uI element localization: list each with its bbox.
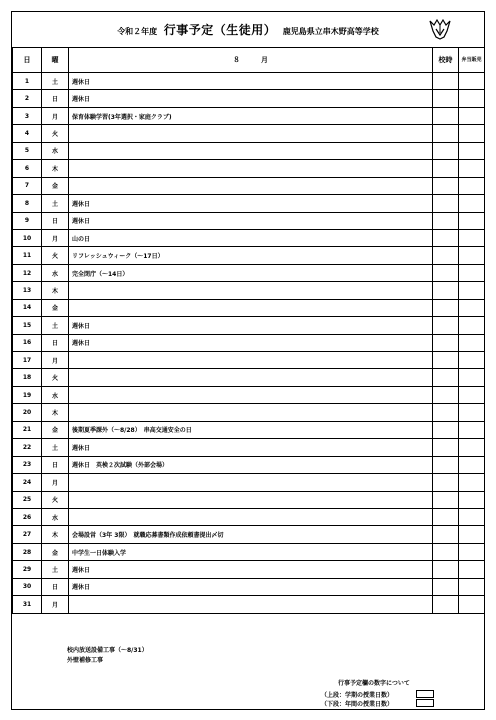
table-row [13,561,485,578]
col-period-header: 校時 [433,48,459,73]
weekday-cell: 水 [42,508,69,525]
table-row [13,421,485,438]
lunch-cell [459,264,485,281]
period-cell [433,125,459,142]
lunch-cell [459,212,485,229]
table-row [13,404,485,421]
period-cell [433,526,459,543]
weekday-cell: 日 [42,578,69,595]
day-cell: 30 [13,578,42,595]
period-cell [433,107,459,124]
weekday-cell: 火 [42,125,69,142]
lunch-cell [459,160,485,177]
day-cell: 28 [13,543,42,560]
period-cell [433,369,459,386]
lunch-cell [459,474,485,491]
lunch-cell [459,282,485,299]
weekday-cell: 土 [42,195,69,212]
lunch-cell [459,177,485,194]
table-row [13,334,485,351]
day-cell: 19 [13,386,42,403]
day-cell: 12 [13,264,42,281]
day-cell: 2 [13,90,42,107]
period-cell [433,229,459,246]
event-cell [69,508,433,525]
table-row [13,212,485,229]
table-row [13,491,485,508]
event-cell [69,352,433,369]
table-row [13,596,485,613]
table-row [13,369,485,386]
table-row [13,73,485,90]
event-cell: 中学生一日体験入学 [69,543,433,560]
event-cell [69,142,433,159]
weekday-cell: 日 [42,90,69,107]
lunch-cell [459,247,485,264]
table-row [13,195,485,212]
event-cell: 週休日 [69,578,433,595]
period-cell [433,596,459,613]
event-cell [69,125,433,142]
lunch-cell [459,125,485,142]
weekday-cell: 土 [42,439,69,456]
table-header-row [13,48,485,73]
day-cell: 27 [13,526,42,543]
table-row [13,90,485,107]
table-row [13,160,485,177]
lunch-cell [459,596,485,613]
table-row [13,526,485,543]
table-row [13,578,485,595]
legend-upper-box [416,690,434,698]
event-cell: 週休日 [69,561,433,578]
lunch-cell [459,508,485,525]
lunch-cell [459,578,485,595]
lunch-cell [459,543,485,560]
col-month-header: ８ 月 [69,48,433,73]
weekday-cell: 木 [42,160,69,177]
period-cell [433,508,459,525]
lunch-cell [459,73,485,90]
school-name: 鹿児島県立串木野高等学校 [282,27,379,36]
legend-lower-box [416,699,434,707]
weekday-cell: 木 [42,282,69,299]
lunch-cell [459,90,485,107]
event-cell: 週休日 [69,195,433,212]
table-row [13,543,485,560]
event-cell [69,404,433,421]
period-cell [433,543,459,560]
weekday-cell: 金 [42,543,69,560]
period-cell [433,73,459,90]
event-cell: 週休日 [69,334,433,351]
period-cell [433,282,459,299]
event-cell [69,299,433,316]
event-cell: 週休日 [69,212,433,229]
lunch-cell [459,491,485,508]
event-cell: リフレッシュウィーク（～17日） [69,247,433,264]
col-lunch-header: 弁当販売 [459,48,485,73]
day-cell: 15 [13,317,42,334]
weekday-cell: 月 [42,229,69,246]
day-cell: 1 [13,73,42,90]
period-cell [433,142,459,159]
weekday-cell: 土 [42,317,69,334]
lunch-cell [459,195,485,212]
event-cell: 週休日 英検２次試験（外部会場） [69,456,433,473]
table-row [13,474,485,491]
period-cell [433,90,459,107]
weekday-cell: 水 [42,142,69,159]
period-cell [433,299,459,316]
event-cell: 山の日 [69,229,433,246]
day-cell: 13 [13,282,42,299]
event-cell: 週休日 [69,73,433,90]
weekday-cell: 日 [42,456,69,473]
weekday-cell: 土 [42,561,69,578]
day-cell: 5 [13,142,42,159]
lunch-cell [459,299,485,316]
event-cell [69,491,433,508]
day-cell: 4 [13,125,42,142]
day-cell: 11 [13,247,42,264]
day-cell: 25 [13,491,42,508]
legend-upper: （上段：学期の授業日数） [321,692,394,699]
lunch-cell [459,421,485,438]
day-cell: 20 [13,404,42,421]
event-cell [69,160,433,177]
weekday-cell: 月 [42,596,69,613]
lunch-cell [459,526,485,543]
event-cell [69,369,433,386]
period-cell [433,491,459,508]
table-row [13,264,485,281]
table-row [13,386,485,403]
day-cell: 8 [13,195,42,212]
day-cell: 6 [13,160,42,177]
period-cell [433,264,459,281]
period-cell [433,212,459,229]
period-cell [433,456,459,473]
weekday-cell: 火 [42,369,69,386]
footer-notes [67,646,148,666]
lunch-cell [459,317,485,334]
period-cell [433,352,459,369]
event-cell [69,474,433,491]
table-row [13,317,485,334]
period-cell [433,160,459,177]
event-cell: 後期夏季課外（～8/28） 串高交通安全の日 [69,421,433,438]
event-cell: 保育体験学習(3年選択・家庭クラブ) [69,107,433,124]
period-cell [433,439,459,456]
weekday-cell: 金 [42,177,69,194]
day-cell: 23 [13,456,42,473]
col-day-header: 日 [13,48,42,73]
weekday-cell: 水 [42,386,69,403]
day-cell: 16 [13,334,42,351]
footer-area [12,616,484,710]
day-cell: 3 [13,107,42,124]
table-row [13,142,485,159]
day-cell: 17 [13,352,42,369]
legend-lower: （下段：年間の授業日数） [321,701,394,708]
period-cell [433,177,459,194]
lunch-cell [459,352,485,369]
weekday-cell: 日 [42,334,69,351]
lunch-cell [459,404,485,421]
table-row [13,456,485,473]
day-cell: 31 [13,596,42,613]
day-cell: 10 [13,229,42,246]
weekday-cell: 月 [42,352,69,369]
table-row [13,282,485,299]
event-cell: 週休日 [69,317,433,334]
weekday-cell: 土 [42,73,69,90]
weekday-cell: 月 [42,474,69,491]
note-broadcast-work: 校内放送設備工事（～8/31） [67,647,148,654]
event-cell [69,282,433,299]
day-cell: 26 [13,508,42,525]
lunch-cell [459,439,485,456]
period-cell [433,561,459,578]
weekday-cell: 火 [42,247,69,264]
table-row [13,177,485,194]
table-row [13,125,485,142]
event-cell: 完全閉庁（～14日） [69,264,433,281]
note-wall-repair: 外壁補修工事 [67,657,104,664]
period-cell [433,247,459,264]
day-cell: 24 [13,474,42,491]
period-cell [433,386,459,403]
weekday-cell: 水 [42,264,69,281]
weekday-cell: 木 [42,404,69,421]
col-dow-header: 曜 [42,48,69,73]
day-cell: 18 [13,369,42,386]
schedule-rows [13,73,485,614]
table-row [13,352,485,369]
table-row [13,229,485,246]
lunch-cell [459,369,485,386]
event-cell [69,386,433,403]
period-cell [433,578,459,595]
period-cell [433,334,459,351]
lunch-cell [459,107,485,124]
event-cell [69,177,433,194]
period-cell [433,404,459,421]
schedule-table [12,47,485,614]
weekday-cell: 金 [42,421,69,438]
weekday-cell: 月 [42,107,69,124]
lunch-cell [459,142,485,159]
event-cell: 週休日 [69,439,433,456]
weekday-cell: 木 [42,526,69,543]
lunch-cell [459,334,485,351]
event-cell: 週休日 [69,90,433,107]
weekday-cell: 金 [42,299,69,316]
day-cell: 29 [13,561,42,578]
event-cell [69,596,433,613]
schedule-sheet [11,11,485,710]
period-cell [433,474,459,491]
table-row [13,508,485,525]
school-emblem-icon [428,17,452,41]
day-cell: 14 [13,299,42,316]
table-row [13,439,485,456]
legend-title: 行事予定欄の数字について [338,680,410,687]
table-row [13,247,485,264]
period-cell [433,421,459,438]
day-cell: 9 [13,212,42,229]
day-cell: 21 [13,421,42,438]
day-cell: 7 [13,177,42,194]
weekday-cell: 火 [42,491,69,508]
lunch-cell [459,456,485,473]
table-row [13,299,485,316]
lunch-cell [459,561,485,578]
period-cell [433,195,459,212]
page-title [12,21,484,38]
lunch-cell [459,229,485,246]
year-label: 令和２年度 [117,27,158,36]
table-row [13,107,485,124]
weekday-cell: 日 [42,212,69,229]
period-cell [433,317,459,334]
title-bar [12,12,484,48]
event-cell: 会場設営（3年 3限） 就職応募書類作成依頼書提出〆切 [69,526,433,543]
lunch-cell [459,386,485,403]
day-cell: 22 [13,439,42,456]
schedule-title: 行事予定（生徒用） [163,23,277,37]
